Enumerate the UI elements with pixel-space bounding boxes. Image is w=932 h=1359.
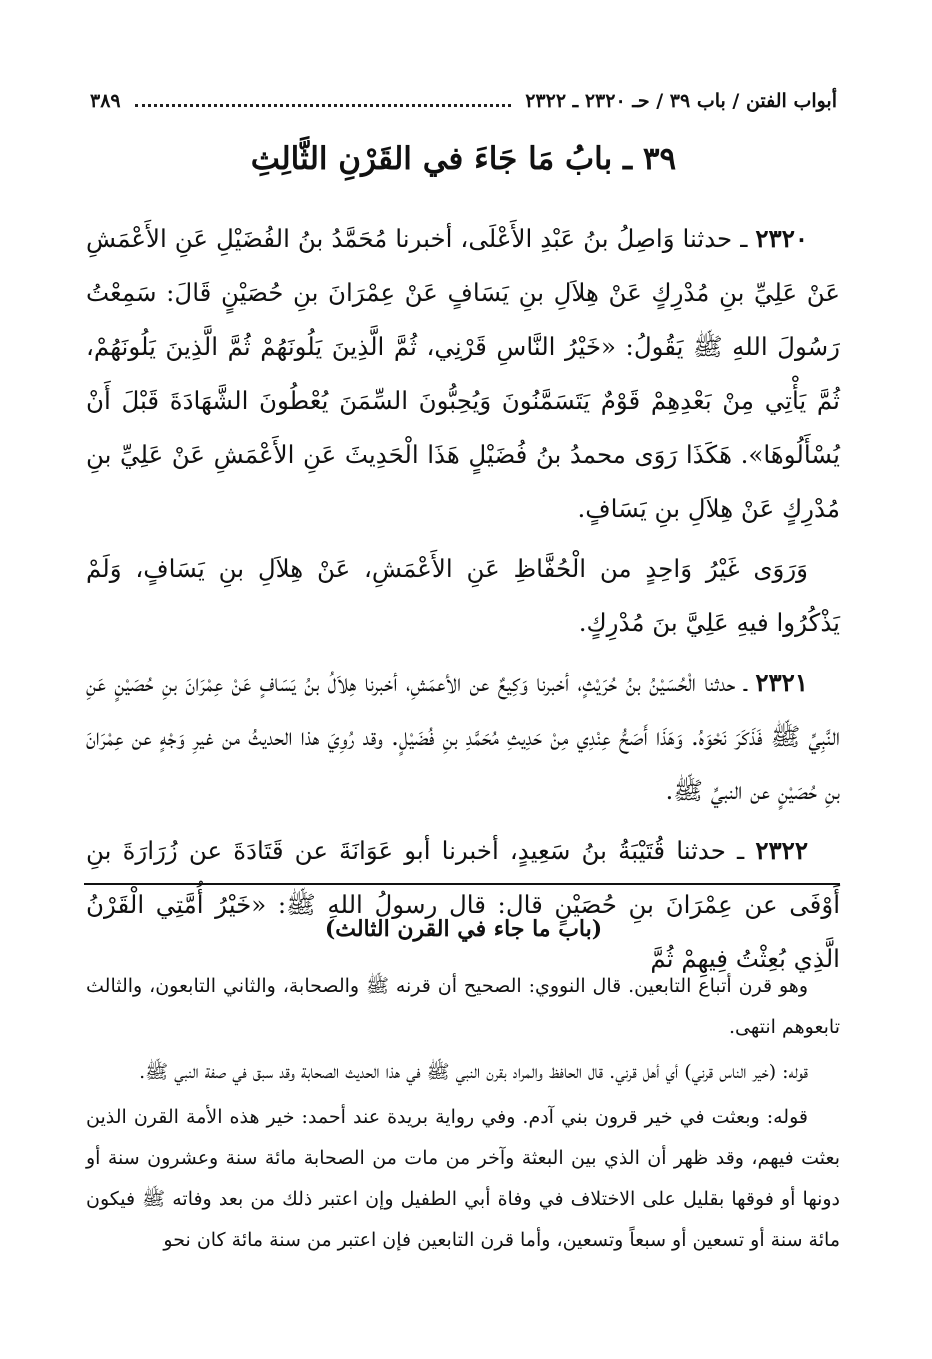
running-header: [90, 84, 837, 118]
commentary-text: [86, 966, 840, 1265]
commentary-paragraph: قوله: (خير الناس قرني) أي أهل قرني. قال الحافظ والمراد بقرن النبي ﷺ في هذا الحديث الصحابة وقد سبق في صفة النبي ﷺ.: [139, 1061, 808, 1083]
dotted-leader: [135, 104, 512, 107]
hadith-body: ـ حدثنا وَاصِلُ بنُ عَبْدِ الأَعْلَى، أخبرنا مُحَمَّدُ بنُ الفُضَيْلِ عَنِ الأَعْمَشِ عَنْ عَلِيِّ بنِ مُدْرِكٍ عَنْ هِلاَلِ بنِ يَسَافٍ عَنْ عِمْرَانَ بنِ حُصَيْنٍ قَالَ: سَمِعْتُ رَسُولَ اللهِ ﷺ يَقُولُ: «خَيْرُ النَّاسِ قَرْنِي، ثُمَّ الَّذِينَ يَلُونَهُمْ ثُمَّ الَّذِينَ يَلُونَهُمْ، ثُمَّ يَأْتِي مِنْ بَعْدِهِمْ قَوْمٌ يَتَسَمَّنُونَ وَيُحِبُّونَ السِّمَنَ يُعْطُونَ الشَّهَادَةَ قَبْلَ أَنْ يُسْأَلُوهَا». هَكَذَا رَوَى محمدُ بنُ فُضَيْلٍ هَذَا الْحَدِيثَ عَنِ الأَعْمَشِ عَنْ عَلِيِّ بنِ مُدْرِكٍ عَنْ هِلاَلِ بنِ يَسَافٍ.: [86, 224, 840, 523]
hadith-2321: [86, 656, 840, 818]
page-number: ٣٨٩: [90, 90, 121, 112]
footnote-divider: [84, 883, 840, 885]
hadith-2322: [86, 824, 840, 986]
commentary-title: (باب ما جاء في القرن الثالث): [324, 916, 603, 942]
commentary-paragraph: وهو قرن أتباع التابعين. قال النووي: الصحيح أن قرنه ﷺ والصحابة، والثاني التابعون، والثالث تابعوهم انتهى.: [86, 975, 840, 1038]
hadith-2320: [86, 212, 840, 536]
hadith-body: ـ حدثنا قُتَيْبَةُ بنُ سَعِيدٍ، أخبرنا أبو عَوَانَةَ عن قَتَادَةَ عن زُرَارَةَ بنِ أَوْفَى عن عِمْرَانَ بنِ حُصَيْنٍ قال: قال رسولُ اللهِ ﷺ: «خَيْرُ أُمَّتِي الْقَرْنُ الَّذِي بُعِثْتُ فِيهِمْ ثُمَّ: [86, 836, 840, 973]
hadith-text: [86, 212, 840, 992]
chapter-title: ٣٩ ـ بابُ مَا جَاءَ في القَرْنِ الثَّالِثِ: [250, 141, 677, 177]
running-title: أبواب الفتن / باب ٣٩ / حـ ٢٣٢٠ ـ ٢٣٢٢: [525, 90, 837, 112]
hadith-2320-note: وَرَوَى غَيْرُ وَاحِدٍ من الْحُفَّاظِ عَنِ الأَعْمَشِ، عَنْ هِلاَلِ بنِ يَسَافٍ، وَلَمْ يَذْكُرُوا فيهِ عَلِيَّ بنَ مُدْرِكٍ.: [86, 554, 840, 637]
hadith-body: ـ حدثنا الْحُسَيْنُ بنُ حُرَيْثٍ، أخبرنا وَكِيعٌ عن الأعمَشِ، أخبرنا هِلاَلُ بنُ يَسَافٍ عَنْ عِمْرَانَ بنِ حُصَيْنٍ عَنِ النَّبِيِّ ﷺ فَذَكَرَ نَحْوَهُ. وَهَذَا أَصَحُّ عِنْدِي مِنْ حَدِيثِ مُحَمَّدِ بنِ فُضَيْلٍ. وقد رُوِيَ هذا الحديثُ من غيرِ وَجْهٍ عن عِمْرَانَ بنِ حُصَيْنٍ عن النبيِّ ﷺ.: [86, 668, 840, 805]
hadith-number: ٢٣٢٠: [755, 224, 809, 253]
hadith-number: ٢٣٢١: [755, 668, 808, 697]
commentary-paragraph: قوله: وبعثت في خير قرون بني آدم. وفي رواية بريدة عند أحمد: خير هذه الأمة القرن الذين بعثت فيهم، وقد ظهر أن الذي بين البعثة وآخر من مات من الصحابة مائة سنة وعشرون سنة أو دونها أو فوقها بقليل على الاختلاف في وفاة أبي الطفيل وإن اعتبر ذلك من بعد وفاته ﷺ فيكون مائة سنة أو تسعين أو سبعاً وتسعين، وأما قرن التابعين فإن اعتبر من سنة مائة كان نحو: [86, 1106, 840, 1251]
hadith-number: ٢٣٢٢: [755, 836, 808, 865]
